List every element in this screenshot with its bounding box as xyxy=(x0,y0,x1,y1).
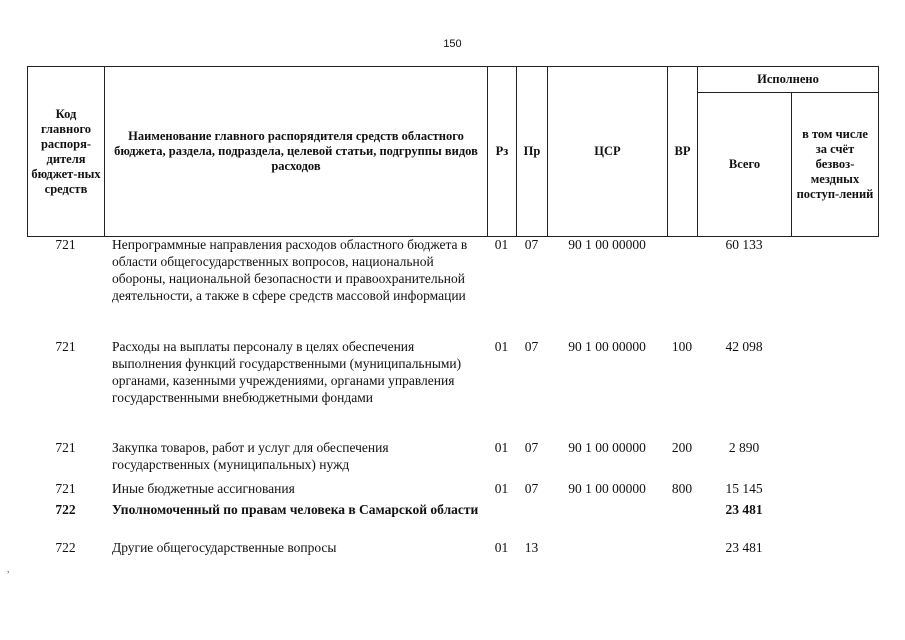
row-total: 23 481 xyxy=(725,502,763,517)
header-gratuitous: в том числе за счёт безвоз-мездных поступ-лений xyxy=(792,93,879,237)
row-code: 721 xyxy=(55,339,76,354)
header-total: Всего xyxy=(698,93,792,237)
row-gratuitous xyxy=(791,539,878,563)
table-row xyxy=(27,236,878,338)
row-rz: 01 xyxy=(494,540,509,555)
page-number: 150 xyxy=(443,38,462,50)
table-row xyxy=(27,539,878,563)
row-code: 722 xyxy=(55,502,76,517)
row-gratuitous xyxy=(791,338,878,439)
table-row xyxy=(27,480,878,501)
row-rz: 01 xyxy=(494,440,509,455)
row-pr: 07 xyxy=(524,440,539,455)
row-code: 721 xyxy=(55,440,76,455)
row-vr: 800 xyxy=(671,481,693,496)
table-row xyxy=(27,501,878,539)
row-gratuitous xyxy=(791,236,878,338)
row-csr: 90 1 00 00000 xyxy=(568,481,646,496)
header-vr: ВР xyxy=(668,67,698,237)
row-pr: 13 xyxy=(524,540,539,555)
row-rz: 01 xyxy=(494,339,509,354)
row-vr: 100 xyxy=(671,339,693,354)
row-vr xyxy=(667,501,697,539)
row-code: 722 xyxy=(55,540,76,555)
row-total: 15 145 xyxy=(725,481,763,496)
row-rz: 01 xyxy=(494,237,509,252)
row-csr xyxy=(547,539,667,563)
table-body xyxy=(27,236,878,563)
row-rz xyxy=(487,501,516,539)
row-name: Закупка товаров, работ и услуг для обеспечения государственных (муниципальных) нужд xyxy=(112,440,389,472)
row-name: Непрограммные направления расходов областного бюджета в области общегосударственных вопросов, национальной обороны, национальной безопасности и правоохранительной деятельности, а также в сфере средств массовой информации xyxy=(112,237,468,303)
row-vr: 200 xyxy=(671,440,693,455)
row-pr xyxy=(516,501,547,539)
row-pr: 07 xyxy=(524,481,539,496)
row-total: 23 481 xyxy=(725,540,763,555)
header-csr: ЦСР xyxy=(548,67,668,237)
row-total: 42 098 xyxy=(725,339,763,354)
row-csr: 90 1 00 00000 xyxy=(568,237,646,252)
row-vr xyxy=(667,539,697,563)
header-code: Код главного распоря-дителя бюджет-ных средств xyxy=(28,67,105,237)
row-name: Другие общегосударственные вопросы xyxy=(112,540,337,555)
row-csr xyxy=(547,501,667,539)
scan-mark: , xyxy=(7,564,10,575)
row-csr: 90 1 00 00000 xyxy=(568,440,646,455)
row-name: Уполномоченный по правам человека в Самарской области xyxy=(112,502,479,517)
row-code: 721 xyxy=(55,481,76,496)
header-pr: Пр xyxy=(517,67,548,237)
row-pr: 07 xyxy=(524,339,539,354)
row-gratuitous xyxy=(791,480,878,501)
row-csr: 90 1 00 00000 xyxy=(568,339,646,354)
row-vr xyxy=(667,236,697,338)
table-header xyxy=(27,66,879,237)
row-gratuitous xyxy=(791,439,878,480)
row-name: Иные бюджетные ассигнования xyxy=(112,481,295,496)
row-code: 721 xyxy=(55,237,76,252)
table-row xyxy=(27,439,878,480)
row-gratuitous xyxy=(791,501,878,539)
row-total: 60 133 xyxy=(725,237,763,252)
row-name: Расходы на выплаты персоналу в целях обеспечения выполнения функций государственными (муниципальными) органами, казенными учреждениями, органами управления государственными внебюджетными фондами xyxy=(112,339,462,405)
header-executed: Исполнено xyxy=(698,67,879,93)
row-rz: 01 xyxy=(494,481,509,496)
row-total: 2 890 xyxy=(728,440,760,455)
header-rz: Рз xyxy=(488,67,517,237)
table-row xyxy=(27,338,878,439)
header-name: Наименование главного распорядителя средств областного бюджета, раздела, подраздела, целевой статьи, подгруппы видов расходов xyxy=(105,67,488,237)
row-pr: 07 xyxy=(524,237,539,252)
